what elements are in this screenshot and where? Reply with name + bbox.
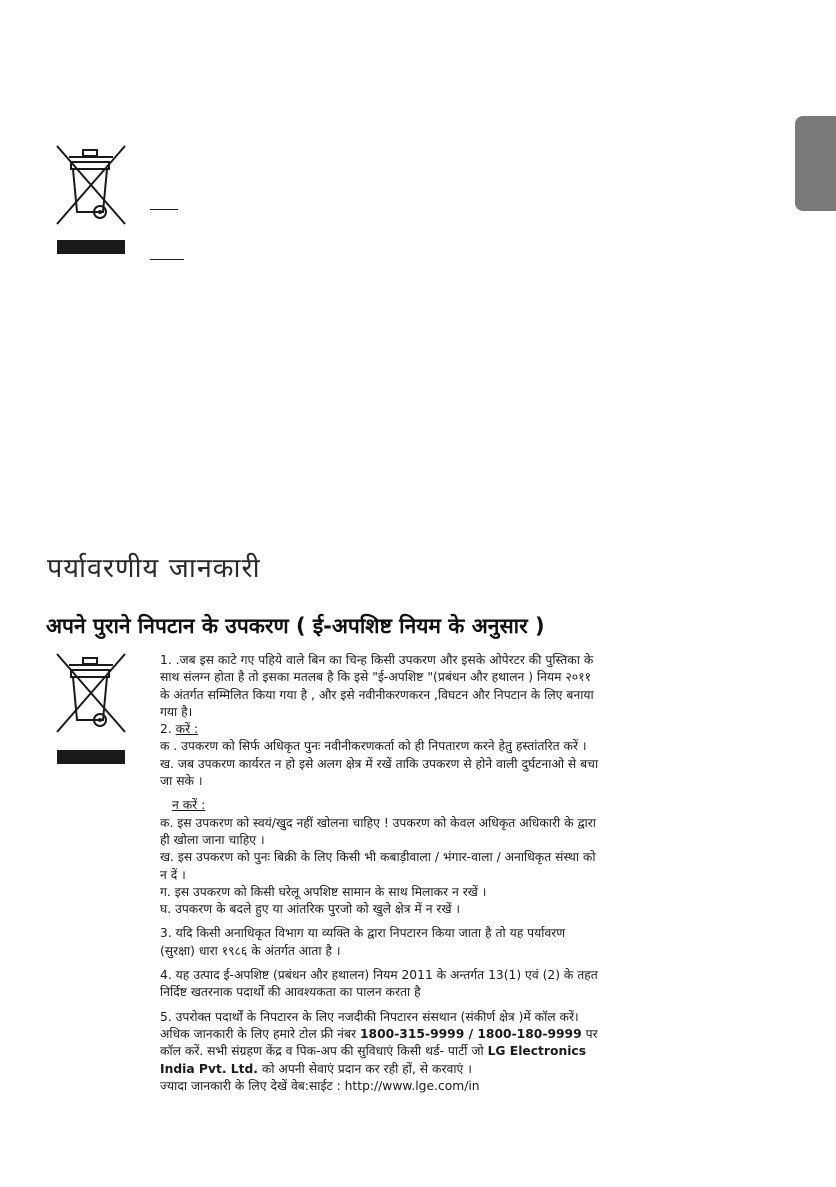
company-name: LG Electronics India Pvt. Ltd.	[160, 1044, 587, 1076]
paragraph-5: 5. उपरोक्त पदार्थों के निपटारन के लिए नजदीकी निपटारन संसथान (संकीर्ण क्षेत्र )में कॉल करें। अधिक जानकारी के लिए हमारे टोल फ्री नंबर 1800-315-9999 / 1800-180-9999 पर कॉल करें. सभी संग्रहण केंद्र व पिक-अप की सुविधाएं किसी थर्ड- पार्टी जो LG Electronics India Pvt. Ltd. को अपनी सेवाएं प्रदान कर रही हों, से करवाएं ।	[160, 1009, 598, 1076]
paragraph-4: 4. यह उत्पाद ई-अपशिष्ट (प्रबंधन और हथालन) नियम 2011 के अन्तर्गत 13(1) एवं (2) के तहत निर्दिष्ट खतरनाक पदार्थों की आवश्यकता का पालन करता है	[160, 968, 598, 1000]
toll-free-number: 1800-315-9999 / 1800-180-9999	[359, 1026, 582, 1041]
disposal-instructions	[160, 652, 600, 1095]
donts-item-d: घ. उपकरण के बदले हुए या आंतरिक पुरजो को खुले क्षेत्र में न रखें ।	[160, 902, 461, 917]
website-line: ज्यादा जानकारी के लिए देखें वेब:साईट : http://www.lge.com/in	[160, 1078, 480, 1093]
crossed-out-wheelie-bin-icon	[55, 144, 127, 254]
dos-item-b: ख. जब उपकरण कार्यरत न हो इसे अलग क्षेत्र में रखें ताकि उपकरण से होने वाली दुर्घटनाओ से बचा जा सके ।	[160, 756, 599, 789]
blank-line	[150, 209, 178, 210]
donts-item-b: ख. इस उपकरण को पुनः बिक्री के लिए किसी भी कबाड़ीवाला / भंगार-वाला / अनाधिकृत संस्था को न दें ।	[160, 850, 596, 882]
dos-heading: 2. करें :	[160, 722, 199, 737]
blank-line	[150, 259, 184, 260]
paragraph-1: 1. .जब इस काटे गए पहिये वाले बिन का चिन्ह किसी उपकरण और इसके ओपेरटर की पुस्तिका के साथ संलग्न होता है तो इसका मतलब है कि इसे "ई-अपशिष्ट "(प्रबंधन और हथालन ) नियम २०११ के अंतर्गत सम्मिलित किया गया है , और इसे नवीनीकरणकरन ,विघटन और निपटान के लिए बनाया गया है।	[160, 653, 594, 719]
page-title: पर्यावरणीय जानकारी	[47, 553, 261, 584]
section-side-tab	[795, 116, 836, 211]
donts-heading: न करें :	[172, 798, 206, 813]
donts-item-c: ग. इस उपकरण को किसी घरेलू अपशिष्ट सामान के साथ मिलाकर न रखें ।	[160, 884, 487, 899]
donts-item-a: क. इस उपकरण को स्वयं/खुद नहीं खोलना चाहिए ! उपकरण को केवल अधिकृत अधिकारी के द्वारा ही खोला जाना चाहिए ।	[160, 815, 596, 847]
paragraph-3: 3. यदि किसी अनाधिकृत विभाग या व्यक्ति के द्वारा निपटारन किया जाता है तो यह पर्यावरण (सुरक्षा) धारा १९८६ के अंतर्गत आता है ।	[160, 926, 566, 958]
crossed-out-wheelie-bin-icon	[55, 652, 127, 762]
section-title: अपने पुराने निपटान के उपकरण ( ई-अपशिष्ट नियम के अनुसार )	[46, 614, 545, 638]
dos-item-a: क . उपकरण को सिर्फ अधिकृत पुनः नवीनीकरणकर्ता को ही निपतारण करने हेतु हस्तांतरित करें ।	[160, 739, 587, 754]
